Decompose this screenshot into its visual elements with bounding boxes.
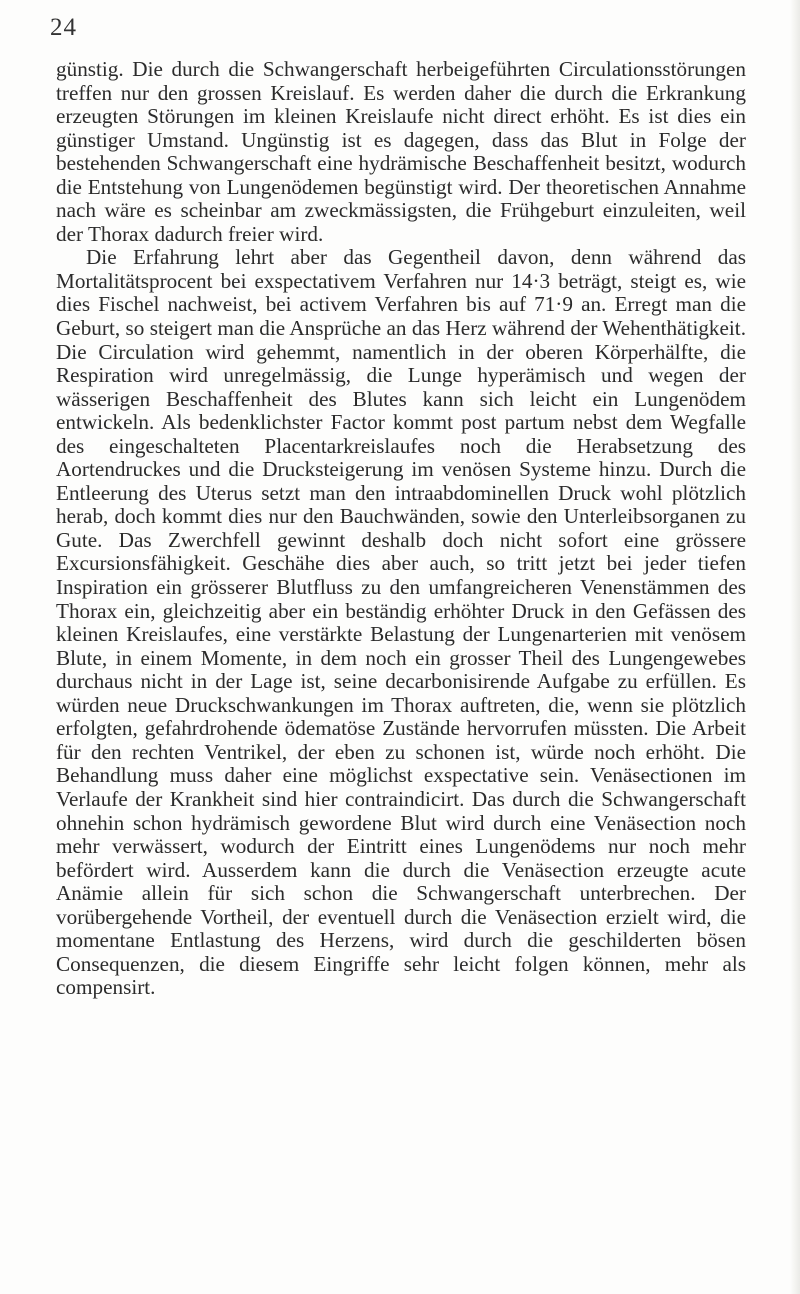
body-text [56, 58, 746, 1000]
page-edge-shadow [790, 0, 800, 1294]
page-number: 24 [50, 14, 77, 41]
paragraph-1: günstig. Die durch die Schwangerschaft herbeigeführten Circulationsstörungen treffen nur den grossen Kreislauf. Es werden daher die durch die Erkrankung erzeugten Störungen im kleinen Kreislaufe nicht direct erhöht. Es ist dies ein günstiger Umstand. Ungünstig ist es dagegen, dass das Blut in Folge der bestehenden Schwangerschaft eine hydrämische Beschaffenheit besitzt, wodurch die Entstehung von Lungenödemen begünstigt wird. Der theoretischen Annahme nach wäre es scheinbar am zweckmässigsten, die Frühgeburt einzuleiten, weil der Thorax dadurch freier wird. [56, 57, 746, 246]
paragraph-2: Die Erfahrung lehrt aber das Gegentheil davon, denn während das Mortalitätsprocent bei exspectativem Verfahren nur 14·3 beträgt, steigt es, wie dies Fischel nachweist, bei activem Verfahren bis auf 71·9 an. Erregt man die Geburt, so steigert man die Ansprüche an das Herz während der Wehenthätigkeit. Die Circulation wird gehemmt, namentlich in der oberen Körperhälfte, die Respiration wird unregelmässig, die Lunge hyperämisch und wegen der wässerigen Beschaffenheit des Blutes kann sich leicht ein Lungenödem entwickeln. Als bedenklichster Factor kommt post partum nebst dem Wegfalle des eingeschalteten Placentarkreislaufes noch die Herabsetzung des Aortendruckes und die Drucksteigerung im venösen Systeme hinzu. Durch die Entleerung des Uterus setzt man den intraabdominellen Druck wohl plötzlich herab, doch kommt dies nur den Bauchwänden, sowie den Unterleibsorganen zu Gute. Das Zwerchfell gewinnt deshalb doch nicht sofort eine grössere Excursionsfähigkeit. Geschähe dies aber auch, so tritt jetzt bei jeder tiefen Inspiration ein grösserer Blutfluss zu den umfangreicheren Venenstämmen des Thorax ein, gleichzeitig aber ein beständig erhöhter Druck in den Gefässen des kleinen Kreislaufes, eine verstärkte Belastung der Lungenarterien mit venösem Blute, in einem Momente, in dem noch ein grosser Theil des Lungengewebes durchaus nicht in der Lage ist, seine decarbonisirende Aufgabe zu erfüllen. Es würden neue Druckschwankungen im Thorax auftreten, die, wenn sie plötzlich erfolgten, gefahrdrohende ödematöse Zustände hervorrufen müssten. Die Arbeit für den rechten Ventrikel, der eben zu schonen ist, würde noch erhöht. Die Behandlung muss daher eine möglichst exspectative sein. Venäsectionen im Verlaufe der Krankheit sind hier contraindicirt. Das durch die Schwangerschaft ohnehin schon hydrämisch gewordene Blut wird durch eine Venäsection noch mehr verwässert, wodurch der Eintritt eines Lungenödems nur noch mehr befördert wird. Ausserdem kann die durch die Venäsection erzeugte acute Anämie allein für sich schon die Schwangerschaft unterbrechen. Der vorübergehende Vortheil, der eventuell durch die Venäsection erzielt wird, die momentane Entlastung des Herzens, wird durch die geschilderten bösen Consequenzen, die diesem Eingriffe sehr leicht folgen können, mehr als compensirt. [56, 245, 746, 1000]
